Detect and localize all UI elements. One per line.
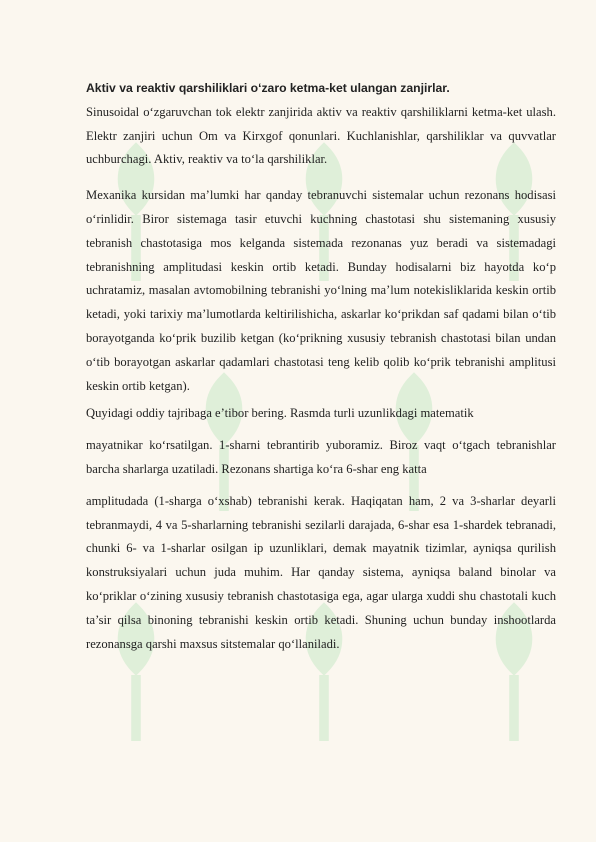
- paragraph: amplitudada (1-sharga o‘xshab) tebranishi kerak. Haqiqatan ham, 2 va 3-sharlar deyarli tebranmaydi, 4 va 5-sharlarning tebranishi sezilarli darajada, 6-shar esa 1-shardek tebranadi, chunki 6- va 1-sharlar osilgan ip uzunliklari, demak mayatnik tizimlar, ayniqsa qurilish konstruksiyalari uchun juda muhim. Har qanday sistema, ayniqsa baland binolar va ko‘priklar o‘zining xususiy tebranish chastotasiga ega, agar ularga xuddi shu chastotali kuch ta’sir qilsa binoning tebranishi keskin ortib ketadi. Shuning uchun bunday inshootlarda rezonansga qarshi maxsus sitstemalar qo‘llaniladi.: [86, 493, 556, 651]
- paragraph: Quyidagi oddiy tajribaga e’tibor bering. Rasmda turli uzunlikdagi matematik: [86, 406, 474, 421]
- paragraph: mayatnikar ko‘rsatilgan. 1-sharni tebrantirib yuboramiz. Biroz vaqt o‘tgach tebranishlar barcha sharlarga uzatiladi. Rezonans shartiga ko‘ra 6-shar eng katta: [86, 438, 556, 476]
- section-title: Aktiv va reaktiv qarshiliklari o‘zaro ketma-ket ulangan zanjirlar.: [86, 81, 450, 95]
- document-body: [86, 77, 556, 656]
- paragraph: Mexanika kursidan ma’lumki har qanday tebranuvchi sistemalar uchun rezonans hodisasi o‘rinlidir. Biror sistemaga tasir etuvchi kuchning chastotasi shu sistemaning xususiy tebranish chastotasiga mos kelganda sistemada rezonanas yuz beradi va sistemadagi tebranishning amplitudasi keskin ortib ketadi. Bunday hodisalarni biz hayotda ko‘p uchratamiz, masalan avtomobilning tebranishi yo‘lning ma’lum notekisliklarida keskin ortib ketadi, yoki tarixiy ma’lumotlarda keltirilishicha, askarlar ko‘prikdan saf qadami bilan o‘tib borayotganda ko‘prik buzilib ketgan (ko‘prikning xususiy tebranish chastotasi bilan undan o‘tib borayotgan askarlar qadamlari chastotasi teng kelib qolib ko‘prik tebranishi amplitusi keskin ortib ketgan).: [86, 188, 556, 393]
- section-subtitle: Sinusoidal o‘zgaruvchan tok elektr zanjirida aktiv va reaktiv qarshiliklarni ketma-ket ulash. Elektr zanjiri uchun Om va Kirxgof qonunlari. Kuchlanishlar, qarshiliklar va quvvatlar uchburchagi. Aktiv, reaktiv va to‘la qarshiliklar.: [86, 104, 556, 167]
